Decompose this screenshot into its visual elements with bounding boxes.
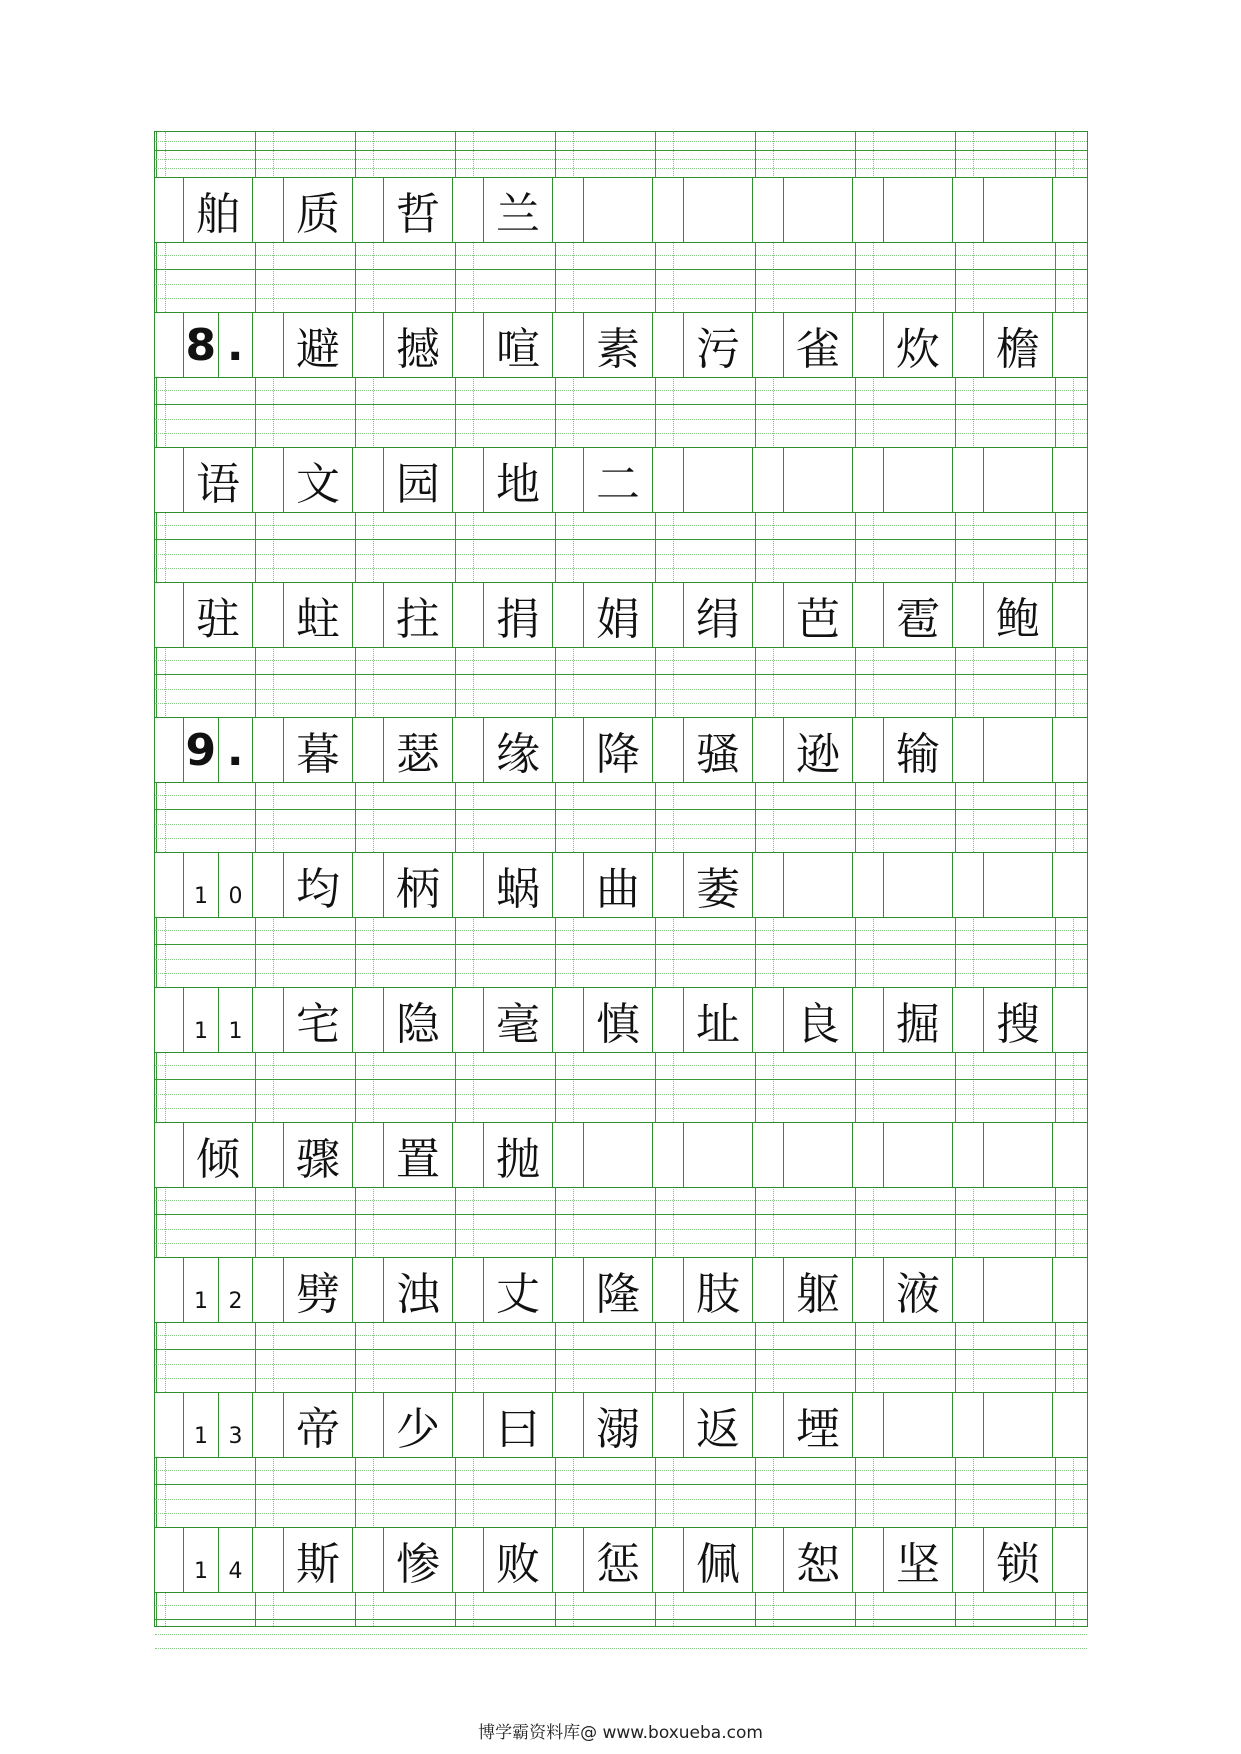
pinyin-guide-line [155, 1349, 1087, 1350]
character-cell: 躯 [783, 1258, 853, 1322]
character-cell: 搜 [983, 988, 1053, 1052]
lesson-number-char: 9 [185, 724, 217, 776]
character-cell: 浊 [383, 1258, 453, 1322]
empty-character-cell [883, 1123, 953, 1187]
character-cell: 掘 [883, 988, 953, 1052]
pinyin-guide-line [155, 1214, 1087, 1215]
character-cell: 曲 [583, 853, 653, 917]
character-cell: 语 [183, 448, 253, 512]
pinyin-band [155, 781, 1087, 852]
pinyin-guide-line [155, 959, 1087, 960]
pinyin-guide-line [155, 930, 1087, 931]
pinyin-guide-line [155, 1378, 1087, 1379]
empty-character-cell [783, 1123, 853, 1187]
lesson-number-cell [183, 1528, 253, 1592]
pinyin-guide-line [155, 809, 1087, 810]
character-cell: 蛀 [283, 583, 353, 647]
pinyin-guide-line [155, 1634, 1087, 1635]
character-cell: 斯 [283, 1528, 353, 1592]
character-cell: 娟 [583, 583, 653, 647]
pinyin-guide-line [155, 159, 1087, 160]
character-cell: 园 [383, 448, 453, 512]
pinyin-band [155, 1591, 1087, 1662]
character-cell: 骤 [283, 1123, 353, 1187]
lesson-number-char: 1 [194, 1019, 208, 1044]
empty-character-cell [583, 1123, 653, 1187]
character-cell: 素 [583, 313, 653, 377]
writing-grid-sheet [154, 131, 1088, 1627]
character-cell: 降 [583, 718, 653, 782]
character-cell: 置 [383, 1123, 453, 1187]
pinyin-guide-line [155, 1243, 1087, 1244]
lesson-number-char: 3 [218, 1393, 252, 1457]
character-cell: 捐 [483, 583, 553, 647]
character-cell: 堙 [783, 1393, 853, 1457]
character-cell: 良 [783, 988, 853, 1052]
character-row [155, 582, 1087, 648]
pinyin-guide-line [155, 1079, 1087, 1080]
pinyin-guide-line [155, 674, 1087, 675]
pinyin-guide-line [155, 1364, 1087, 1365]
character-cell: 毫 [483, 988, 553, 1052]
empty-character-cell [983, 178, 1053, 242]
pinyin-band [155, 376, 1087, 447]
character-row [155, 1527, 1087, 1593]
lesson-number-cell [183, 853, 253, 917]
lesson-number-cell [183, 313, 253, 377]
pinyin-guide-line [155, 539, 1087, 540]
character-cell: 地 [483, 448, 553, 512]
empty-character-cell [883, 1393, 953, 1457]
character-cell: 驻 [183, 583, 253, 647]
lesson-number-char: 1 [194, 1289, 208, 1314]
pinyin-band [155, 1186, 1087, 1257]
pinyin-guide-line [155, 703, 1087, 704]
character-cell: 逊 [783, 718, 853, 782]
character-cell: 锁 [983, 1528, 1053, 1592]
pinyin-guide-line [155, 298, 1087, 299]
empty-character-cell [783, 853, 853, 917]
character-row [155, 987, 1087, 1053]
pinyin-guide-line [155, 255, 1087, 256]
character-cell: 隆 [583, 1258, 653, 1322]
character-cell: 雀 [783, 313, 853, 377]
character-cell: 宅 [283, 988, 353, 1052]
character-cell: 骚 [683, 718, 753, 782]
character-cell: 惩 [583, 1528, 653, 1592]
lesson-number-char: . [218, 718, 253, 782]
character-cell: 隐 [383, 988, 453, 1052]
pinyin-guide-line [155, 141, 1087, 142]
pinyin-guide-line [155, 1229, 1087, 1230]
character-row [155, 717, 1087, 783]
pinyin-guide-line [155, 973, 1087, 974]
character-row [155, 447, 1087, 513]
character-cell: 少 [383, 1393, 453, 1457]
lesson-number-char: 1 [194, 884, 208, 909]
character-cell: 萎 [683, 853, 753, 917]
footer-watermark: 博学霸资料库@ www.boxueba.com [478, 1723, 763, 1743]
pinyin-guide-line [155, 150, 1087, 151]
pinyin-band [155, 646, 1087, 717]
pinyin-band [155, 132, 1087, 177]
character-cell: 均 [283, 853, 353, 917]
character-cell: 返 [683, 1393, 753, 1457]
character-cell: 芭 [783, 583, 853, 647]
pinyin-guide-line [155, 944, 1087, 945]
character-row [155, 1122, 1087, 1188]
pinyin-guide-line [155, 404, 1087, 405]
character-cell: 输 [883, 718, 953, 782]
character-cell: 暮 [283, 718, 353, 782]
pinyin-guide-line [155, 795, 1087, 796]
character-row [155, 852, 1087, 918]
character-cell: 鲍 [983, 583, 1053, 647]
character-cell: 柄 [383, 853, 453, 917]
pinyin-band [155, 1051, 1087, 1122]
character-cell: 肢 [683, 1258, 753, 1322]
character-cell: 避 [283, 313, 353, 377]
pinyin-guide-line [155, 838, 1087, 839]
character-row [155, 177, 1087, 243]
pinyin-guide-line [155, 390, 1087, 391]
pinyin-guide-line [155, 1513, 1087, 1514]
character-cell: 慎 [583, 988, 653, 1052]
pinyin-guide-line [155, 269, 1087, 270]
lesson-number-char: 0 [218, 853, 252, 917]
character-cell: 污 [683, 313, 753, 377]
empty-character-cell [883, 448, 953, 512]
pinyin-band [155, 1321, 1087, 1392]
character-row [155, 1257, 1087, 1323]
pinyin-guide-line [155, 1108, 1087, 1109]
character-cell: 拄 [383, 583, 453, 647]
pinyin-guide-line [155, 1499, 1087, 1500]
character-cell: 抛 [483, 1123, 553, 1187]
lesson-number-char: 2 [218, 1258, 252, 1322]
pinyin-guide-line [155, 419, 1087, 420]
empty-character-cell [783, 448, 853, 512]
pinyin-band [155, 1456, 1087, 1527]
lesson-number-char: . [218, 313, 253, 377]
pinyin-guide-line [155, 568, 1087, 569]
pinyin-band [155, 241, 1087, 312]
pinyin-guide-line [155, 554, 1087, 555]
character-cell: 丈 [483, 1258, 553, 1322]
character-row [155, 1392, 1087, 1458]
pinyin-guide-line [155, 824, 1087, 825]
empty-character-cell [983, 853, 1053, 917]
lesson-number-cell [183, 1258, 253, 1322]
character-cell: 缘 [483, 718, 553, 782]
character-cell: 绢 [683, 583, 753, 647]
character-cell: 曰 [483, 1393, 553, 1457]
empty-character-cell [683, 1123, 753, 1187]
empty-character-cell [683, 448, 753, 512]
empty-character-cell [983, 1393, 1053, 1457]
lesson-number-char: 1 [194, 1424, 208, 1449]
pinyin-guide-line [155, 168, 1087, 169]
lesson-number-char: 8 [185, 319, 217, 371]
pinyin-guide-line [155, 1605, 1087, 1606]
pinyin-guide-line [155, 1484, 1087, 1485]
character-cell: 雹 [883, 583, 953, 647]
character-cell: 恕 [783, 1528, 853, 1592]
character-cell: 坚 [883, 1528, 953, 1592]
character-cell: 址 [683, 988, 753, 1052]
pinyin-guide-line [155, 1619, 1087, 1620]
empty-character-cell [783, 178, 853, 242]
pinyin-guide-line [155, 1094, 1087, 1095]
pinyin-guide-line [155, 1648, 1087, 1649]
lesson-number-char: 1 [194, 1559, 208, 1584]
character-cell: 撼 [383, 313, 453, 377]
character-cell: 溺 [583, 1393, 653, 1457]
character-row [155, 312, 1087, 378]
character-cell: 舶 [183, 178, 253, 242]
empty-character-cell [983, 1258, 1053, 1322]
lesson-number-char: 4 [218, 1528, 252, 1592]
pinyin-guide-line [155, 525, 1087, 526]
pinyin-guide-line [155, 689, 1087, 690]
lesson-number-cell [183, 1393, 253, 1457]
empty-character-cell [583, 178, 653, 242]
pinyin-band [155, 916, 1087, 987]
empty-character-cell [883, 853, 953, 917]
character-cell: 瑟 [383, 718, 453, 782]
character-cell: 质 [283, 178, 353, 242]
character-cell: 液 [883, 1258, 953, 1322]
character-cell: 哲 [383, 178, 453, 242]
character-cell: 败 [483, 1528, 553, 1592]
pinyin-guide-line [155, 433, 1087, 434]
character-cell: 蜗 [483, 853, 553, 917]
character-cell: 喧 [483, 313, 553, 377]
empty-character-cell [883, 178, 953, 242]
character-cell: 佩 [683, 1528, 753, 1592]
character-cell: 文 [283, 448, 353, 512]
character-cell: 惨 [383, 1528, 453, 1592]
character-cell: 檐 [983, 313, 1053, 377]
empty-character-cell [983, 718, 1053, 782]
pinyin-guide-line [155, 1470, 1087, 1471]
lesson-number-char: 1 [218, 988, 252, 1052]
character-cell: 倾 [183, 1123, 253, 1187]
character-cell: 帝 [283, 1393, 353, 1457]
character-cell: 兰 [483, 178, 553, 242]
empty-character-cell [983, 1123, 1053, 1187]
pinyin-band [155, 511, 1087, 582]
pinyin-guide-line [155, 1335, 1087, 1336]
pinyin-guide-line [155, 1065, 1087, 1066]
empty-character-cell [983, 448, 1053, 512]
lesson-number-cell [183, 988, 253, 1052]
pinyin-guide-line [155, 284, 1087, 285]
character-cell: 炊 [883, 313, 953, 377]
pinyin-guide-line [155, 1200, 1087, 1201]
pinyin-guide-line [155, 660, 1087, 661]
character-cell: 二 [583, 448, 653, 512]
character-cell: 劈 [283, 1258, 353, 1322]
empty-character-cell [683, 178, 753, 242]
lesson-number-cell [183, 718, 253, 782]
